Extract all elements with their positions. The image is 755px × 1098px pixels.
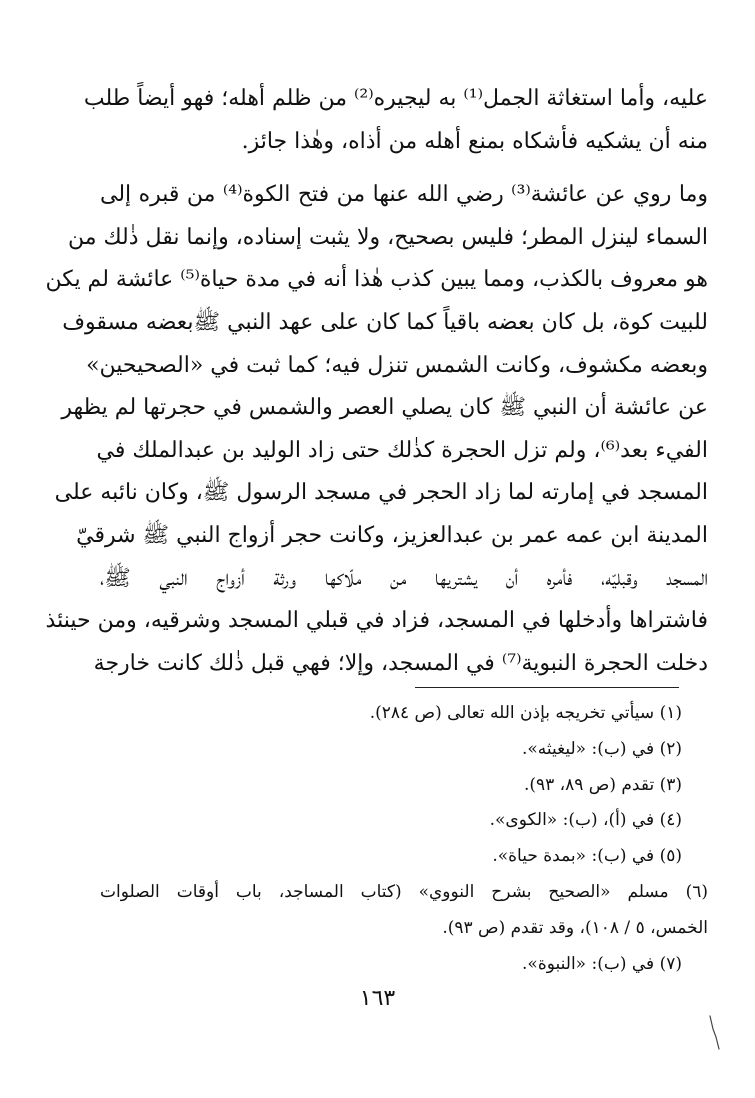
body-line: وما روي عن عائشة⁽³⁾ رضي الله عنها من فتح الكوة⁽⁴⁾ من قبره إلى — [100, 182, 708, 208]
paragraph-gap — [100, 163, 708, 174]
body-line: الفيء بعد⁽⁶⁾، ولم تزل الحجرة كذٰلك حتى زاد الوليد بن عبدالملك في — [96, 437, 708, 463]
body-line: هو معروف بالكذب، ومما يبين كذب هٰذا أنه في مدة حياة⁽⁵⁾ عائشة لم يكن — [45, 267, 708, 293]
footnotes — [100, 696, 708, 982]
main-text — [45, 78, 708, 685]
footnote-line: (٢) في (ب): «ليغيثه». — [521, 738, 682, 759]
body-line: المسجد وقبليّه، فأمره أن يشتريها من ملّاكها ورثة أزواج النبي ﷺ، — [100, 565, 708, 591]
body-line: المدينة ابن عمه عمر بن عبدالعزيز، وكانت حجر أزواج النبي ﷺ شرقيّ — [76, 522, 708, 548]
footnote-line: الخمس، ٥ / ١٠٨)، وقد تقدم (ص ٩٣). — [442, 917, 708, 938]
footnote-line: (١) سيأتي تخريجه بإذن الله تعالى (ص ٢٨٤). — [369, 703, 682, 723]
body-line: منه أن يشكيه فأشكاه بمنع أهله من أذاه، وهٰذا جائز. — [241, 128, 708, 154]
footnote-separator — [415, 687, 679, 688]
page-number: ١٦٣ — [359, 986, 396, 1011]
body-line: المسجد في إمارته لما زاد الحجر في مسجد الرسول ﷺ، وكان نائبه على — [54, 480, 708, 506]
body-line: دخلت الحجرة النبوية⁽⁷⁾ في المسجد، وإلا؛ فهي قبل ذٰلك كانت خارجة — [93, 650, 708, 676]
body-line: وبعضه مكشوف، وكانت الشمس تنزل فيه؛ كما ثبت في «الصحيحين» — [86, 352, 708, 378]
body-line: فاشتراها وأدخلها في المسجد، فزاد في قبلي المسجد وشرقيه، ومن حينئذ — [45, 608, 708, 634]
body-line: السماء لينزل المطر؛ فليس بصحيح، ولا يثبت إسناده، وإنما نقل ذٰلك من — [67, 224, 708, 250]
footnote-line: (٣) تقدم (ص ٨٩، ٩٣). — [523, 774, 682, 795]
body-line: للبيت كوة، بل كان بعضه باقياً كما كان على عهد النبي ﷺبعضه مسقوف — [62, 309, 708, 335]
footnote-line: (٥) في (ب): «بمدة حياة». — [492, 846, 682, 867]
footnote-line: (٦) مسلم «الصحيح بشرح النووي» (كتاب المساجد، باب أوقات الصلوات — [100, 881, 708, 902]
footnote-line: (٤) في (أ)، (ب): «الكوى». — [489, 810, 682, 831]
margin-pencil-mark — [707, 1015, 723, 1051]
body-line: عليه، وأما استغاثة الجمل⁽¹⁾ به ليجيره⁽²⁾ من ظلم أهله؛ فهو أيضاً طلب — [83, 86, 708, 111]
body-line: عن عائشة أن النبي ﷺ كان يصلي العصر والشمس في حجرتها لم يظهر — [61, 395, 708, 421]
footnote-line: (٧) في (ب): «النبوة». — [522, 953, 682, 974]
